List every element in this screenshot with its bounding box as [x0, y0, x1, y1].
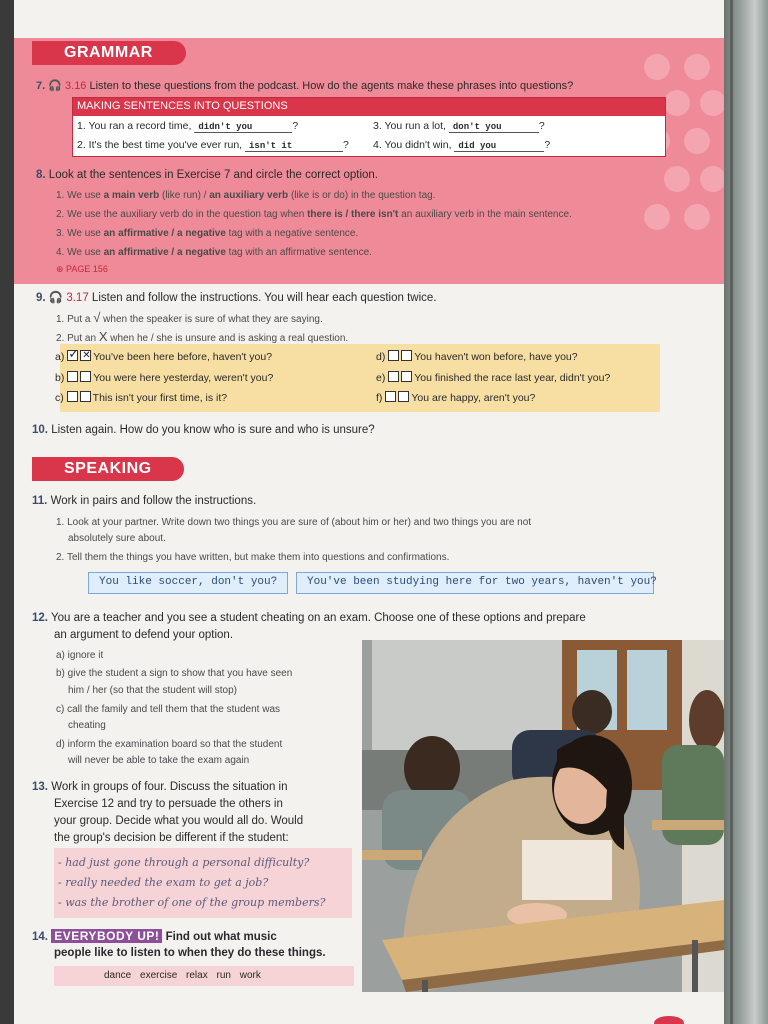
ex12-option-c: c) call the family and tell them that the student was [56, 704, 280, 715]
ex13-line-3: your group. Decide what you would all do. Would [54, 815, 304, 827]
checkbox-unsure[interactable] [80, 371, 91, 382]
checkbox-unsure[interactable] [398, 391, 409, 402]
ex8-line-4: 4. We use an affirmative / a negative tag with an affirmative sentence. [56, 247, 372, 258]
classroom-exam-photo [362, 640, 724, 992]
ex12-option-b-2: him / her (so that the student will stop) [68, 685, 237, 696]
exercise-8-prompt: 8. Look at the sentences in Exercise 7 and circle the correct option. [36, 169, 379, 181]
page-reference: ⊕ PAGE 156 [56, 264, 108, 274]
table-item-1: 1. You ran a record time, didn't you ? [77, 120, 299, 132]
checkbox-unsure[interactable] [401, 350, 412, 361]
ex9-instruction-1: 1. Put a √ when the speaker is sure of what they are saying. [56, 310, 323, 325]
note-3: - was the brother of one of the group members? [58, 896, 326, 909]
table-item-3: 3. You run a lot, don't you ? [373, 120, 545, 132]
ex12-option-b: b) give the student a sign to show that you have seen [56, 668, 293, 679]
checkbox-sure[interactable] [388, 371, 399, 382]
cross-mark-icon: X [98, 329, 108, 344]
ex13-line-2: Exercise 12 and try to persuade the others in [54, 798, 283, 810]
ex11-line-1b: absolutely sure about. [68, 533, 166, 544]
ex9-item-d[interactable]: d) You haven't won before, have you? [376, 351, 578, 363]
checkbox-sure[interactable] [67, 350, 78, 361]
ex8-line-3: 3. We use an affirmative / a negative tag with a negative sentence. [56, 228, 359, 239]
exercise-11-prompt: 11. Work in pairs and follow the instructions. [32, 495, 257, 507]
speaking-heading: SPEAKING [42, 457, 184, 481]
page-corner-tab [654, 1016, 684, 1024]
table-item-2: 2. It's the best time you've ever run, isn't it ? [77, 139, 349, 151]
ex12-option-a: a) ignore it [56, 650, 104, 661]
students-writing-illustration [362, 640, 724, 992]
activity-words: dance exercise relax run work [54, 966, 354, 986]
table-title: MAKING SENTENCES INTO QUESTIONS [73, 98, 665, 116]
exercise-13-prompt: 13. Work in groups of four. Discuss the situation in [32, 781, 288, 793]
textbook-page [14, 0, 724, 1024]
ex9-item-f[interactable]: f) You are happy, aren't you? [376, 392, 536, 404]
tick-mark-icon: √ [93, 310, 101, 325]
ex12-option-d: d) inform the examination board so that the student [56, 739, 283, 750]
note-2: - really needed the exam to get a job? [58, 876, 269, 889]
checkbox-unsure[interactable] [80, 350, 91, 361]
ex9-instruction-2: 2. Put an X when he / she is unsure and is asking a real question. [56, 329, 349, 344]
checkbox-unsure[interactable] [80, 391, 91, 402]
speech-bubble-1: You like soccer, don't you? [88, 572, 288, 594]
headphones-icon: 🎧 [48, 80, 62, 92]
ex9-item-e[interactable]: e) You finished the race last year, didn't you? [376, 372, 611, 384]
checkbox-sure[interactable] [385, 391, 396, 402]
exercise-12-prompt: 12. You are a teacher and you see a student cheating on an exam. Choose one of these options and prepare [32, 612, 586, 624]
ex8-line-2: 2. We use the auxiliary verb do in the question tag when there is / there isn't an auxiliary verb in the main sentence. [56, 209, 572, 220]
checkbox-sure[interactable] [67, 371, 78, 382]
ex9-item-c[interactable]: c) This isn't your first time, is it? [55, 392, 228, 404]
exercise-7-prompt: 7. 🎧 3.16 Listen to these questions from the podcast. How do the agents make these phrases into questions? [36, 80, 574, 92]
ex9-item-b[interactable]: b) You were here yesterday, weren't you? [55, 372, 274, 384]
ex11-line-2: 2. Tell them the things you have written, but make them into questions and confirmations. [56, 552, 450, 563]
decorative-dots [634, 44, 724, 284]
exercise-10-prompt: 10. Listen again. How do you know who is sure and who is unsure? [32, 424, 375, 436]
checkbox-sure[interactable] [67, 391, 78, 402]
exercise-12-prompt-2: an argument to defend your option. [54, 629, 234, 641]
ex9-item-a[interactable]: a) ✓✕ You've been here before, haven't you? [55, 350, 272, 364]
making-questions-table [72, 97, 666, 157]
exercise-9-prompt: 9. 🎧 3.17 Listen and follow the instructions. You will hear each question twice. [36, 292, 437, 304]
ex13-line-4: the group's decision be different if the student: [54, 832, 289, 844]
headphones-icon: 🎧 [48, 292, 64, 304]
checkbox-sure[interactable] [388, 350, 399, 361]
ex12-option-c-2: cheating [68, 720, 106, 731]
ex12-option-d-2: will never be able to take the exam again [68, 755, 250, 766]
everybody-up-badge: EVERYBODY UP! [51, 929, 162, 943]
checkbox-unsure[interactable] [401, 371, 412, 382]
book-spine [724, 0, 768, 1024]
grammar-heading: GRAMMAR [42, 41, 186, 65]
ex11-line-1: 1. Look at your partner. Write down two things you are sure of (about him or her) and two things you are not [56, 517, 532, 528]
ex8-line-1: 1. We use a main verb (like run) / an auxiliary verb (like is or do) in the question tag. [56, 190, 436, 201]
speech-bubble-2: You've been studying here for two years, haven't you? [296, 572, 654, 594]
note-1: - had just gone through a personal difficulty? [58, 856, 310, 869]
table-item-4: 4. You didn't win, did you ? [373, 139, 551, 151]
ex14-line-2: people like to listen to when they do these things. [54, 947, 326, 959]
exercise-14-prompt: 14. EVERYBODY UP! Find out what music [32, 929, 277, 943]
